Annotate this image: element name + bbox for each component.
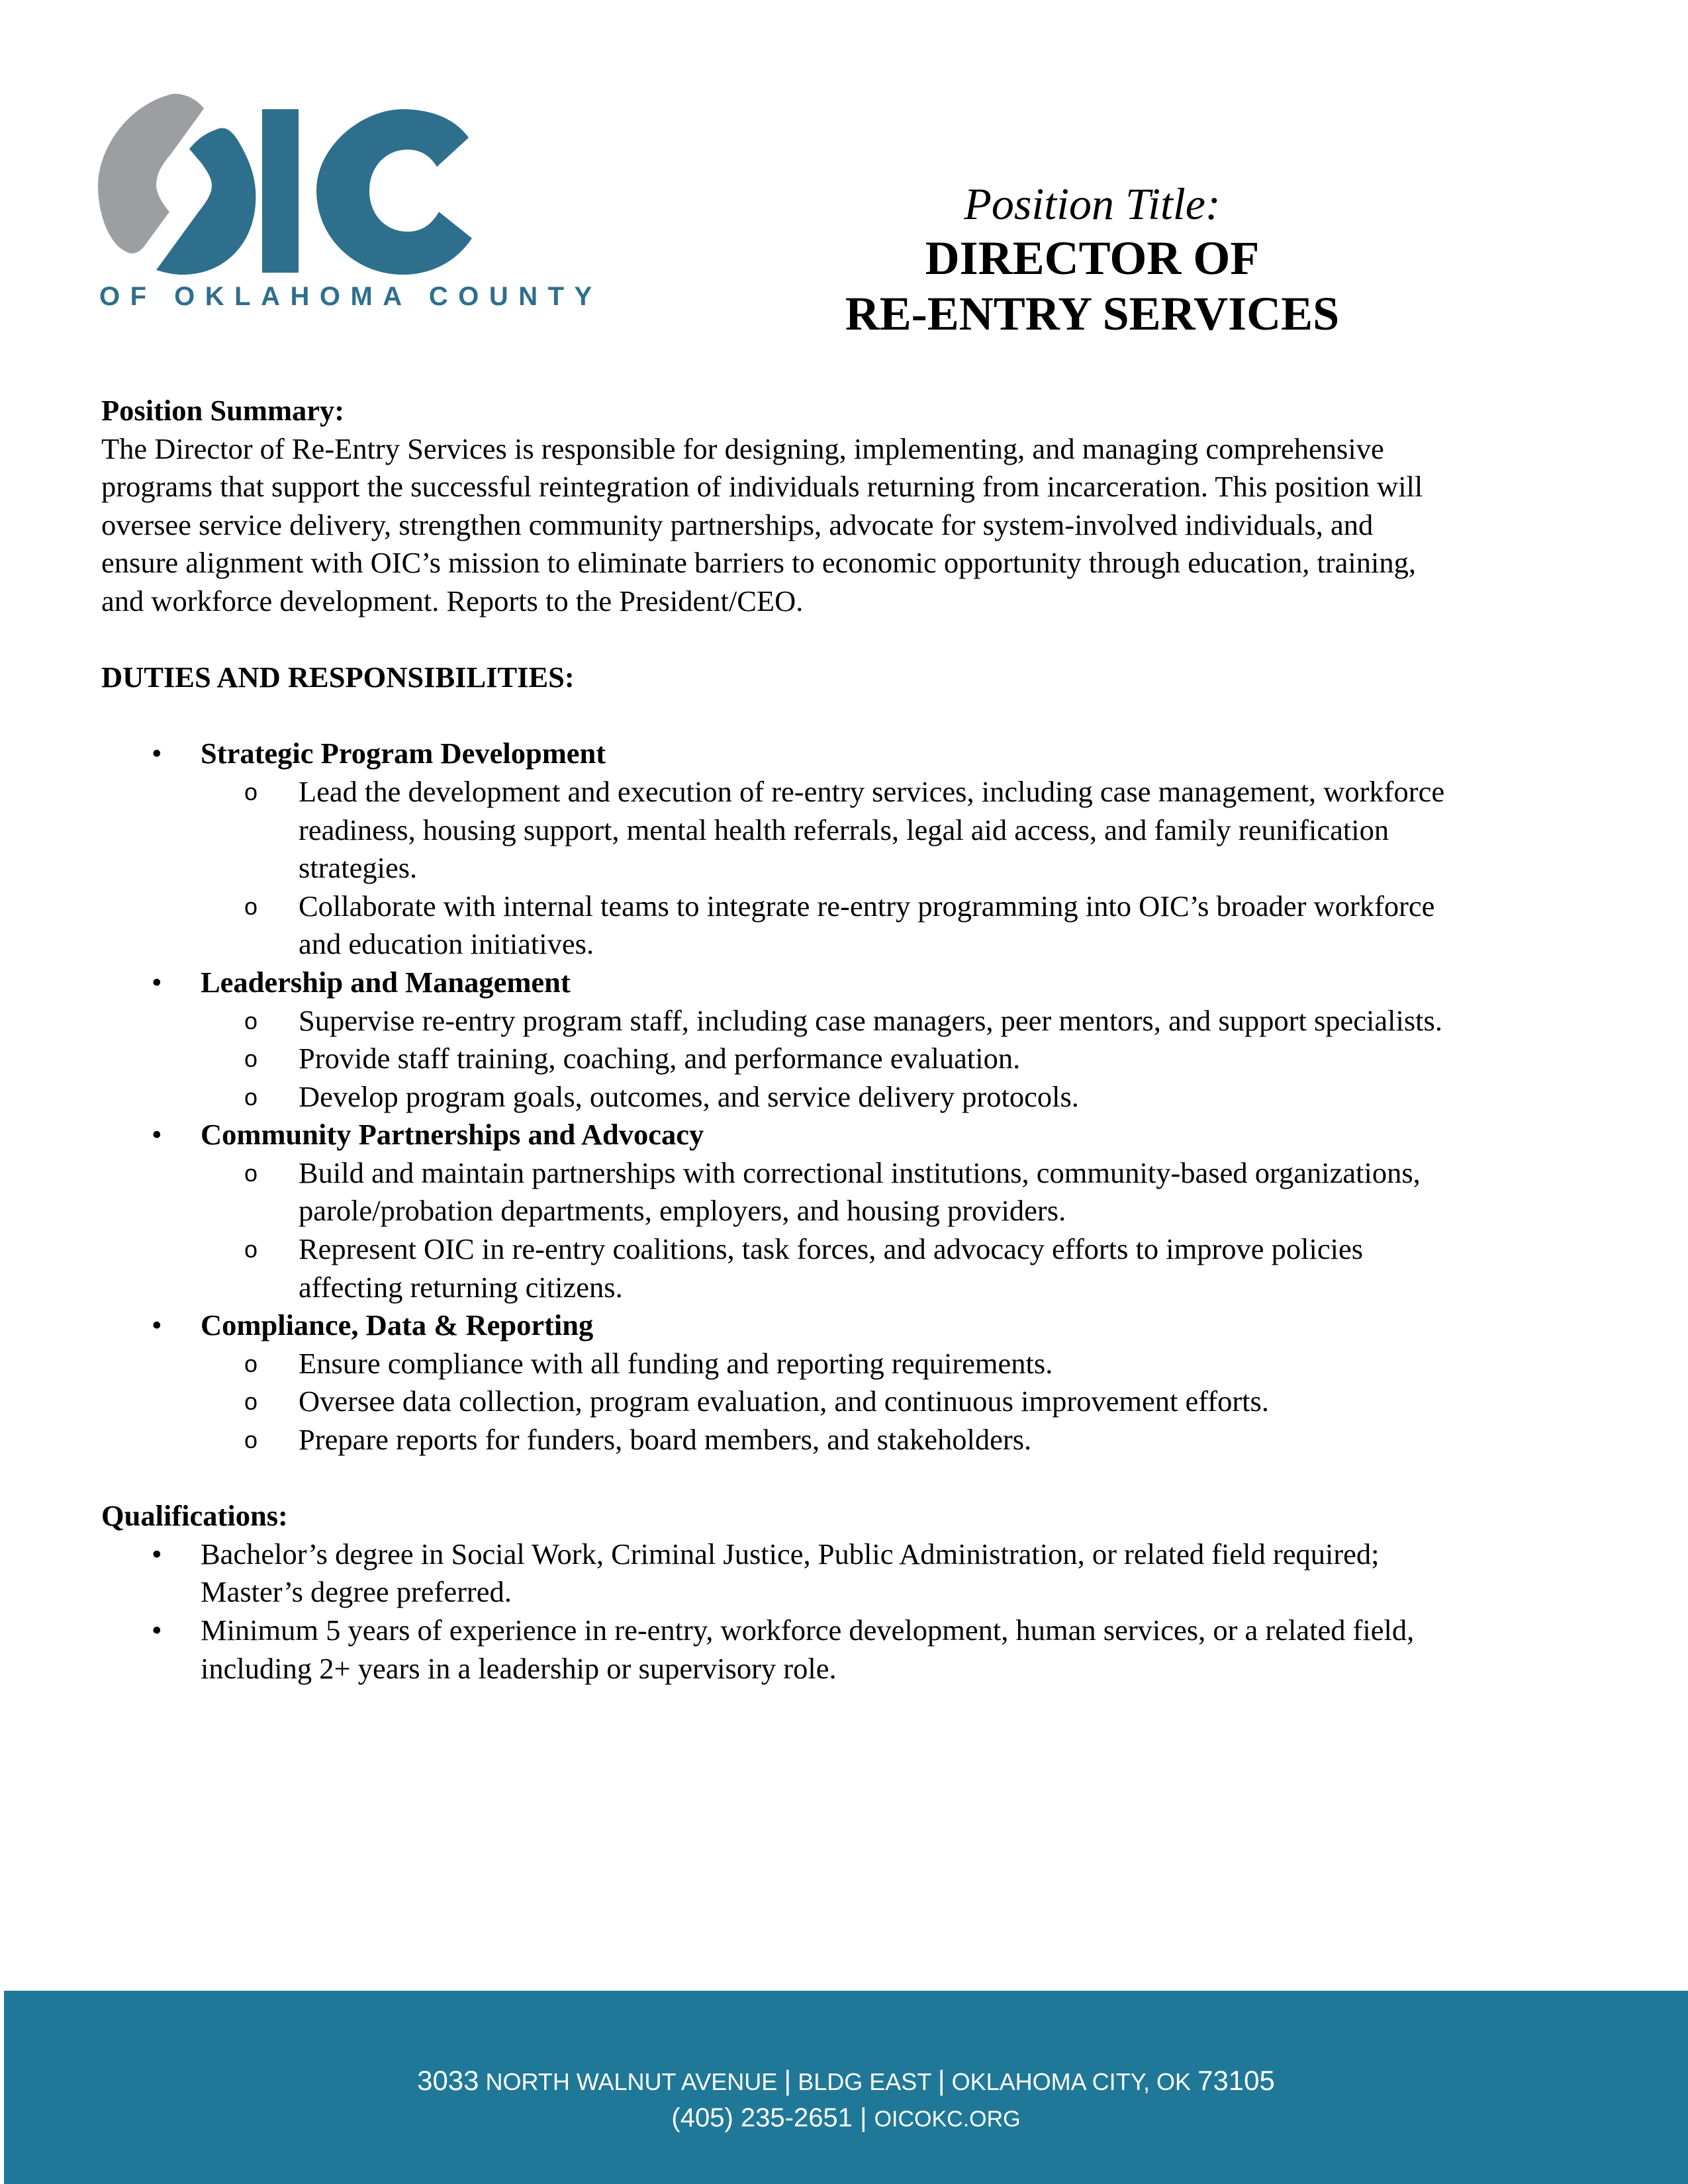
duty-item (199, 1078, 1597, 1116)
duties-list (101, 735, 1597, 1459)
qualification-item (101, 1535, 1597, 1612)
street-number: 3033 (417, 2065, 479, 2096)
duty-item-line: Lead the development and execution of re-entry services, including case management, workforce (299, 774, 1445, 808)
position-title-line-2: RE-ENTRY SERVICES (845, 287, 1340, 340)
bullet-icon: • (152, 1537, 162, 1570)
duty-item-line: Supervise re-entry program staff, including case managers, peer mentors, and support specialists. (299, 1003, 1442, 1037)
circle-bullet-icon: o (244, 1426, 258, 1454)
circle-bullet-icon: o (244, 1236, 258, 1263)
duty-group-title: Strategic Program Development (201, 737, 606, 770)
summary-line: oversee service delivery, strengthen community partnerships, advocate for system-involved individuals, and (101, 508, 1374, 541)
duty-group (101, 964, 1597, 1116)
duty-group (101, 1116, 1597, 1306)
position-title-block (761, 177, 1423, 341)
circle-bullet-icon: o (244, 1083, 258, 1111)
qualification-line: Master’s degree preferred. (201, 1575, 512, 1609)
circle-bullet-icon: o (244, 1159, 258, 1187)
building: BLDG EAST (798, 2068, 931, 2095)
bullet-icon: • (152, 737, 162, 770)
bullet-icon: • (152, 1118, 162, 1152)
duty-group-title: Leadership and Management (201, 965, 571, 999)
duty-item-line: Build and maintain partnerships with correctional institutions, community-based organizations, (299, 1156, 1421, 1189)
duty-item-line: Develop program goals, outcomes, and service delivery protocols. (299, 1079, 1079, 1113)
summary-line: The Director of Re-Entry Services is responsible for designing, implementing, and managing comprehensive (101, 432, 1384, 465)
street-name: NORTH WALNUT AVENUE (485, 2068, 778, 2095)
summary-line: ensure alignment with OIC’s mission to eliminate barriers to economic opportunity through education, training, (101, 546, 1417, 580)
duty-item (199, 1002, 1597, 1040)
duty-item (199, 887, 1597, 964)
footer-address (4, 2065, 1688, 2097)
duty-item (199, 773, 1597, 887)
circle-bullet-icon: o (244, 1007, 258, 1034)
duty-group (101, 1306, 1597, 1459)
circle-bullet-icon: o (244, 1045, 258, 1073)
bullet-icon: • (152, 965, 162, 999)
duty-item (199, 1345, 1597, 1383)
bullet-icon: • (152, 1308, 162, 1342)
duty-item-line: Ensure compliance with all funding and reporting requirements. (299, 1346, 1053, 1380)
duty-item-line: and education initiatives. (299, 927, 594, 961)
duty-group (101, 735, 1597, 964)
footer-bar (4, 1991, 1688, 2184)
bullet-icon: • (152, 1614, 162, 1647)
duty-item-line: Represent OIC in re-entry coalitions, task forces, and advocacy efforts to improve policies (299, 1232, 1364, 1266)
summary-line: and workforce development. Reports to the President/CEO. (101, 584, 804, 617)
zip-code: 73105 (1197, 2065, 1275, 2096)
qualification-line: including 2+ years in a leadership or supervisory role. (201, 1651, 837, 1685)
circle-bullet-icon: o (244, 1388, 258, 1416)
phone-number: (405) 235-2651 (671, 2103, 853, 2132)
duty-item (199, 1421, 1597, 1459)
qualifications-list (101, 1535, 1597, 1688)
qualification-item (101, 1612, 1597, 1688)
logo-subtitle: OF OKLAHOMA COUNTY (99, 282, 602, 311)
circle-bullet-icon: o (244, 892, 258, 920)
summary-paragraph (101, 430, 1597, 621)
summary-line: programs that support the successful reintegration of individuals returning from incarceration. This position will (101, 470, 1423, 504)
footer-contact (4, 2103, 1688, 2133)
duty-item-line: readiness, housing support, mental health referrals, legal aid access, and family reunification (299, 813, 1389, 846)
document-body (101, 392, 1597, 1688)
oic-logo-mark-icon (98, 86, 583, 285)
duty-item (199, 1154, 1597, 1230)
city-state: OKLAHOMA CITY, OK (951, 2068, 1192, 2095)
qualification-line: Bachelor’s degree in Social Work, Criminal Justice, Public Administration, or related field required; (201, 1537, 1380, 1570)
duty-item-line: affecting returning citizens. (299, 1270, 623, 1304)
duty-item (199, 1040, 1597, 1078)
duty-item-line: Oversee data collection, program evaluation, and continuous improvement efforts. (299, 1385, 1269, 1418)
separator: | (784, 2065, 792, 2096)
qualifications-heading: Qualifications: (101, 1499, 288, 1533)
oic-logo (98, 86, 602, 311)
duty-item-line: Provide staff training, coaching, and performance evaluation. (299, 1042, 1021, 1075)
separator: | (937, 2065, 945, 2096)
duty-group-title: Community Partnerships and Advocacy (201, 1118, 704, 1152)
duty-item (199, 1383, 1597, 1421)
duty-item-line: strategies. (299, 851, 418, 885)
website-link[interactable]: OICOKC.ORG (874, 2107, 1021, 2132)
duty-item-line: parole/probation departments, employers, and housing providers. (299, 1194, 1066, 1228)
duty-group-title: Compliance, Data & Reporting (201, 1308, 594, 1342)
separator: | (860, 2103, 867, 2132)
summary-heading: Position Summary: (101, 394, 345, 427)
circle-bullet-icon: o (244, 1349, 258, 1377)
position-title-label: Position Title: (964, 179, 1221, 229)
duty-item-line: Prepare reports for funders, board members, and stakeholders. (299, 1423, 1032, 1457)
duties-heading: DUTIES AND RESPONSIBILITIES: (101, 660, 575, 694)
qualification-line: Minimum 5 years of experience in re-entry, workforce development, human services, or a related field, (201, 1614, 1415, 1647)
duty-item-line: Collaborate with internal teams to integrate re-entry programming into OIC’s broader workforce (299, 889, 1435, 923)
circle-bullet-icon: o (244, 778, 258, 805)
position-title-line-1: DIRECTOR OF (925, 232, 1260, 285)
duty-item (199, 1230, 1597, 1306)
